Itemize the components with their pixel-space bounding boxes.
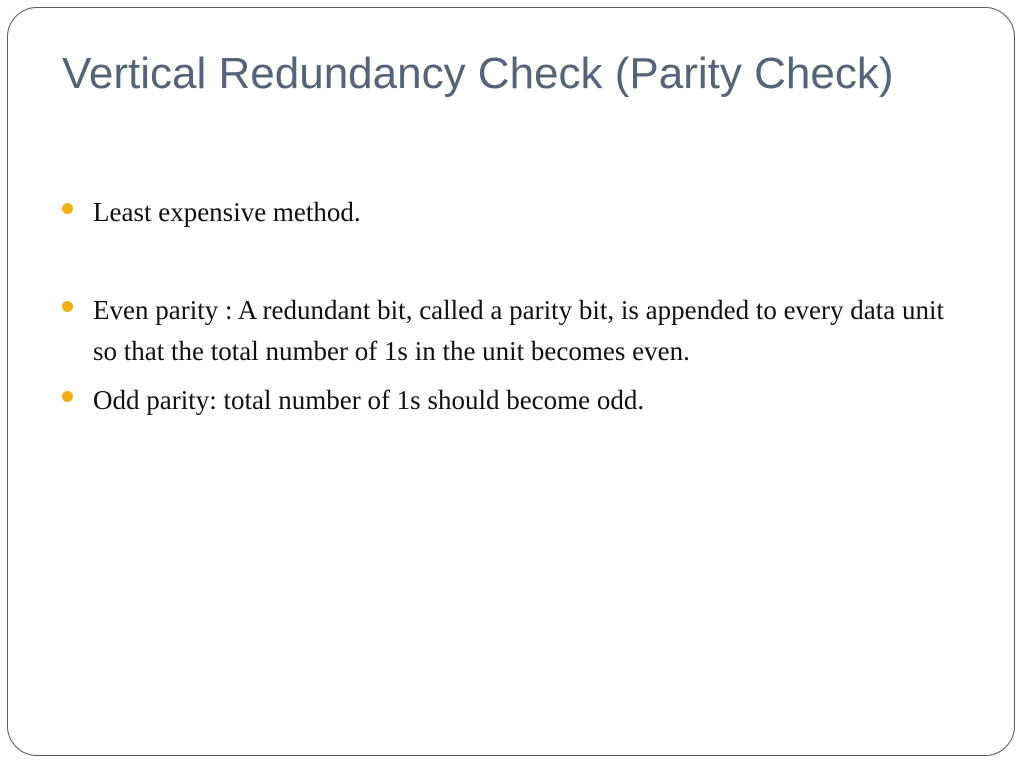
bullet-item bbox=[62, 290, 952, 372]
bullet-text: Least expensive method. bbox=[93, 197, 361, 227]
bullet-item bbox=[62, 380, 952, 421]
bullet-item bbox=[62, 192, 952, 233]
bullet-dot-icon bbox=[62, 391, 73, 402]
bullet-dot-icon bbox=[62, 301, 73, 312]
bullet-dot-icon bbox=[62, 203, 73, 214]
bullet-text: Odd parity: total number of 1s should become odd. bbox=[93, 385, 645, 415]
slide-title: Vertical Redundancy Check (Parity Check) bbox=[62, 49, 894, 98]
bullet-text: Even parity : A redundant bit, called a parity bit, is appended to every data unit so that the total number of 1s in the unit becomes even. bbox=[93, 295, 945, 366]
